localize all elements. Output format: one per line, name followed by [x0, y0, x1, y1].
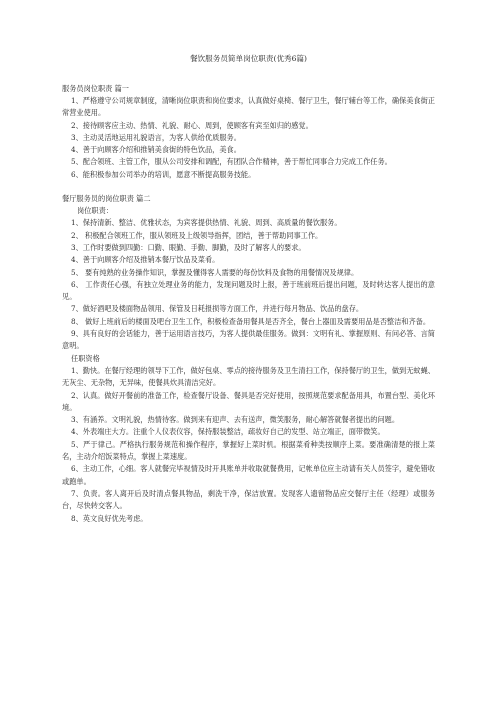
section-1-item: 6、能积极参加公司举办的培训，愿意不断提高服务技能。 [71, 169, 256, 179]
qualification-item: 6、主动工作，心细。客人就餐完毕视情及时开具账单并收取就餐费用，记帐单位应主动请有关人员签字，避免错收或跑单。 [62, 464, 435, 486]
section-1-heading: 服务员岗位职责 篇一 [62, 84, 129, 93]
document-page [62, 54, 435, 525]
document-title: 餐饮服务员简单岗位职责(优秀6篇) [189, 54, 308, 63]
section-2-item: 9、具有良好的会话能力，善于运用语言技巧，为客人提供最佳服务。做到：文明有礼、掌握原则、有问必答、言简意明。 [62, 329, 435, 351]
section-2-item: 3、工作时要做到四勤：口勤、眼勤、手勤、脚勤，及时了解客人的要求。 [71, 242, 306, 252]
section-1-item: 4、善于向顾客介绍和推销美食街的特色饮品，美食。 [71, 145, 241, 155]
section-1-item: 1、严格遵守公司规章制度，清晰岗位职责和岗位要求，认真做好桌椅、餐厅卫生，餐厅辅台等工作，确保美食街正常营业使用。 [62, 96, 435, 118]
qualification-item: 5、严于律己。严格执行服务规范和操作程序，掌握好上菜时机。根据菜肴种类按顺序上菜。要准确清楚的报上菜名，主动介绍饭菜特点，掌握上菜速度。 [62, 439, 435, 462]
qualification-heading: 任职资格 [71, 353, 100, 363]
section-2-item: 4、善于向顾客介绍及推销本餐厅饮品及菜肴。 [71, 255, 220, 265]
qualification-item: 1、勤快。在餐厅经理的领导下工作，做好包桌、零点的接待服务及卫生清扫工作，保持餐厅的卫生，做到无蚊蝇、无灰尘、无杂物，无异味，使餐具炊具清洁完好。 [62, 365, 435, 388]
section-1-item: 3、主动灵活地运用礼貌语言，为客人供给优质服务。 [71, 132, 241, 142]
section-2-item: 6、 工作责任心强，有独立处理业务的能力，发现问题及时上报，善于班前班后提出问题，及时转达客人提出的意见。 [62, 279, 435, 302]
section-2-item: 8、 做好上班前后的楼面及吧台卫生工作，积极检查备用餐具是否齐全，餐台上器皿及需要用品是否整洁和齐备。 [71, 316, 431, 326]
qualification-item: 7、负责。客人离开后及时清点餐具物品，剩洗干净，保洁放置。发现客人遗留物品应交餐厅主任（经理）或服务台，尽快转交客人。 [62, 488, 435, 511]
spacer [62, 181, 435, 193]
qualification-item: 2、认真。做好开餐前的准备工作，检查餐厅设备、餐具是否完好使用，按照规范要求配备用具，布置台型、美化环境。 [62, 390, 435, 412]
qualification-item: 3、有涵养。文明礼貌，热情待客。做到来有迎声、去有送声，微笑服务，耐心解答就餐者提出的问题。 [71, 415, 400, 425]
section-2 [62, 193, 435, 525]
section-2-item: 1、保持清新、整洁、优雅状态，为宾客提供热情、礼貌、周到、高质量的餐饮服务。 [71, 218, 342, 228]
section-2-item: 5、 要有纯熟的业务操作知识，掌握及懂得客人需要的每份饮料及食物的用餐情况及规律。 [71, 267, 359, 277]
section-2-subheading: 岗位职责： [77, 206, 113, 216]
section-1-item: 5、配合领班、主管工作，服从公司安排和调配，有团队合作精神，善于帮忙同事合力完成工作任务。 [71, 157, 392, 167]
section-2-item: 2、 积极配合领班工作，服从领班及上级领导指挥，团结，善于帮助同事工作。 [71, 230, 323, 240]
section-2-item: 7、做好酒吧及楼面物品领用、保管及日耗报损等方面工作，并进行每月物品、饮品的盘存。 [71, 304, 364, 314]
qualification-item: 8、英文良好优先考虑。 [71, 513, 148, 523]
section-2-heading: 餐厅服务员的岗位职责 篇二 [62, 194, 151, 204]
qualification-item: 4、外表端庄大方。注重个人仪表仪容，保持服装整洁，疏妆好自己的发型、站立端正，面带微笑。 [71, 427, 385, 437]
section-1 [62, 83, 435, 181]
section-1-item: 2、接待顾客应主动、热情、礼貌、耐心、周到，使顾客有宾至如归的感觉。 [71, 120, 313, 130]
